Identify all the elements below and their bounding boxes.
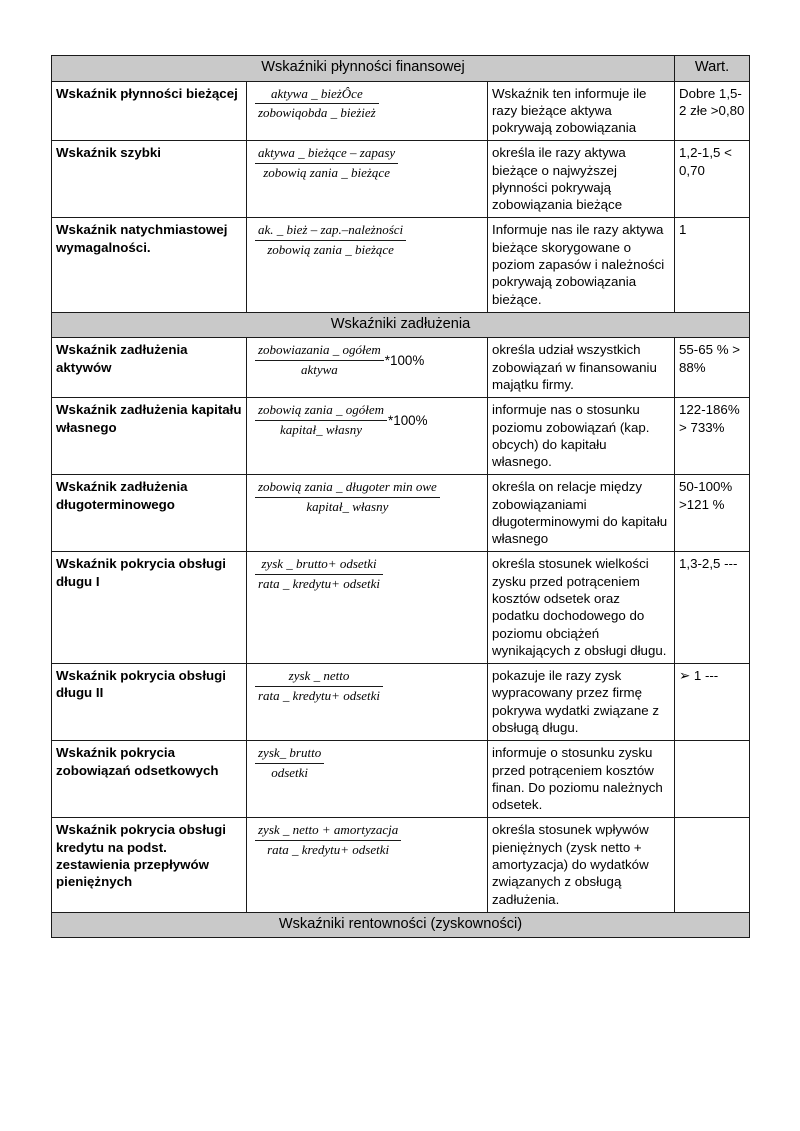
formula-suffix: *100% [384,353,425,369]
fraction-denominator: zobowią zania _ bieżące [263,165,390,181]
fraction-numerator: zobowią zania _ długoter min owe [255,479,440,498]
ratio-value: ➢ 1 --- [675,664,750,741]
ratio-name: Wskaźnik pokrycia obsługi długu II [52,664,247,741]
ratio-name: Wskaźnik zadłużenia kapitału własnego [52,398,247,475]
ratio-description: określa ile razy aktywa bieżące o najwyższej płynności pokrywają zobowiązania bieżące [488,141,675,218]
fraction-numerator: ak. _ bież – zap.–należności [255,222,406,241]
ratio-formula [247,741,488,818]
fraction-denominator: kapitał_ własny [306,499,389,515]
fraction-body [255,822,401,859]
ratio-name: Wskaźnik szybki [52,141,247,218]
fraction-denominator: kapitał_ własny [280,422,362,438]
value-column-header: Wart. [675,56,750,82]
fraction-denominator: zobowią zania _ bieżące [267,242,394,258]
table-row [52,552,750,664]
table-body [52,56,750,938]
ratio-description: określa stosunek wpływów pieniężnych (zysk netto + amortyzacja) do wydatków związanych z obsługą zadłużenia. [488,818,675,912]
fraction-numerator: aktywa _ bieżące – zapasy [255,145,398,164]
ratio-formula [247,818,488,912]
ratio-name: Wskaźnik płynności bieżącej [52,81,247,141]
ratio-description: Informuje nas ile razy aktywa bieżące skorygowane o poziom zapasów i należności pokrywają zobowiązania bieżące. [488,218,675,312]
table-row [52,818,750,912]
ratio-formula [247,338,488,398]
ratio-formula [247,475,488,552]
table-row [52,664,750,741]
ratio-description: informuje o stosunku zysku przed potrąceniem kosztów finan. Do poziomu należnych odsetek. [488,741,675,818]
ratio-value: 1 [675,218,750,312]
fraction-denominator: aktywa [300,362,338,378]
fraction-body [255,402,387,439]
ratio-value: 1,2-1,5 < 0,70 [675,141,750,218]
fraction [255,222,406,259]
fraction-numerator: zysk_ brutto [255,745,324,764]
ratio-formula [247,141,488,218]
ratio-name: Wskaźnik pokrycia obsługi kredytu na podst. zestawienia przepływów pieniężnych [52,818,247,912]
ratio-value: Dobre 1,5-2 złe >0,80 [675,81,750,141]
ratio-formula [247,664,488,741]
fraction-body [255,86,379,123]
ratio-name: Wskaźnik pokrycia zobowiązań odsetkowych [52,741,247,818]
table-row [52,398,750,475]
ratio-name: Wskaźnik zadłużenia aktywów [52,338,247,398]
fraction-numerator: zysk _ netto + amortyzacja [255,822,401,841]
table-row [52,338,750,398]
fraction-body [255,556,383,593]
ratio-name: Wskaźnik pokrycia obsługi długu I [52,552,247,664]
table-row [52,81,750,141]
fraction [255,402,428,439]
ratio-value [675,818,750,912]
fraction [255,745,324,782]
fraction [255,822,401,859]
table-row [52,141,750,218]
fraction-numerator: aktywa _ bieżÔce [255,86,379,105]
ratio-formula [247,218,488,312]
fraction-numerator: zysk _ netto [255,668,383,687]
ratio-description: określa stosunek wielkości zysku przed potrąceniem kosztów odsetek oraz podatku dochodowego do poziomu obciążeń wynikających z obsługi długu. [488,552,675,664]
ratio-name: Wskaźnik natychmiastowej wymagalności. [52,218,247,312]
section-header-row [52,312,750,338]
fraction-numerator: zobowią zania _ ogółem [255,402,387,421]
financial-ratios-table [51,55,750,938]
ratio-value: 122-186% > 733% [675,398,750,475]
ratio-description: Wskaźnik ten informuje ile razy bieżące aktywa pokrywają zobowiązania [488,81,675,141]
ratio-value [675,741,750,818]
fraction [255,556,383,593]
fraction-body [255,222,406,259]
table-row [52,741,750,818]
fraction-body [255,668,383,705]
ratio-formula [247,552,488,664]
fraction-denominator: odsetki [271,765,309,781]
ratio-name: Wskaźnik zadłużenia długoterminowego [52,475,247,552]
fraction-denominator: rata _ kredytu+ odsetki [258,576,381,592]
ratio-value: 1,3-2,5 --- [675,552,750,664]
fraction-body [255,745,324,782]
section-heading: Wskaźniki płynności finansowej [52,56,675,82]
fraction [255,86,379,123]
fraction-body [255,145,398,182]
ratio-description: określa on relacje między zobowiązaniami długoterminowymi do kapitału własnego [488,475,675,552]
ratio-formula [247,81,488,141]
ratio-formula [247,398,488,475]
fraction [255,668,383,705]
section-header-row [52,912,750,938]
fraction-denominator: zobowiqobda _ bieżież [258,105,376,121]
fraction [255,145,398,182]
section-heading: Wskaźniki rentowności (zyskowności) [52,912,750,938]
section-heading: Wskaźniki zadłużenia [52,312,750,338]
fraction-denominator: rata _ kredytu+ odsetki [267,842,390,858]
ratio-description: pokazuje ile razy zysk wypracowany przez firmę pokrywa wydatki związane z obsługą długu. [488,664,675,741]
section-header-row [52,56,750,82]
fraction-numerator: zobowiazania _ ogółem [255,342,384,361]
fraction-body [255,479,440,516]
ratio-value: 50-100% >121 % [675,475,750,552]
fraction-body [255,342,384,379]
ratio-description: określa udział wszystkich zobowiązań w finansowaniu majątku firmy. [488,338,675,398]
table-row [52,218,750,312]
table-row [52,475,750,552]
formula-suffix: *100% [388,412,428,428]
fraction-numerator: zysk _ brutto+ odsetki [255,556,383,575]
ratio-value: 55-65 % > 88% [675,338,750,398]
fraction-denominator: rata _ kredytu+ odsetki [258,688,381,704]
fraction [255,342,424,379]
ratio-description: informuje nas o stosunku poziomu zobowiązań (kap. obcych) do kapitału własnego. [488,398,675,475]
fraction [255,479,440,516]
